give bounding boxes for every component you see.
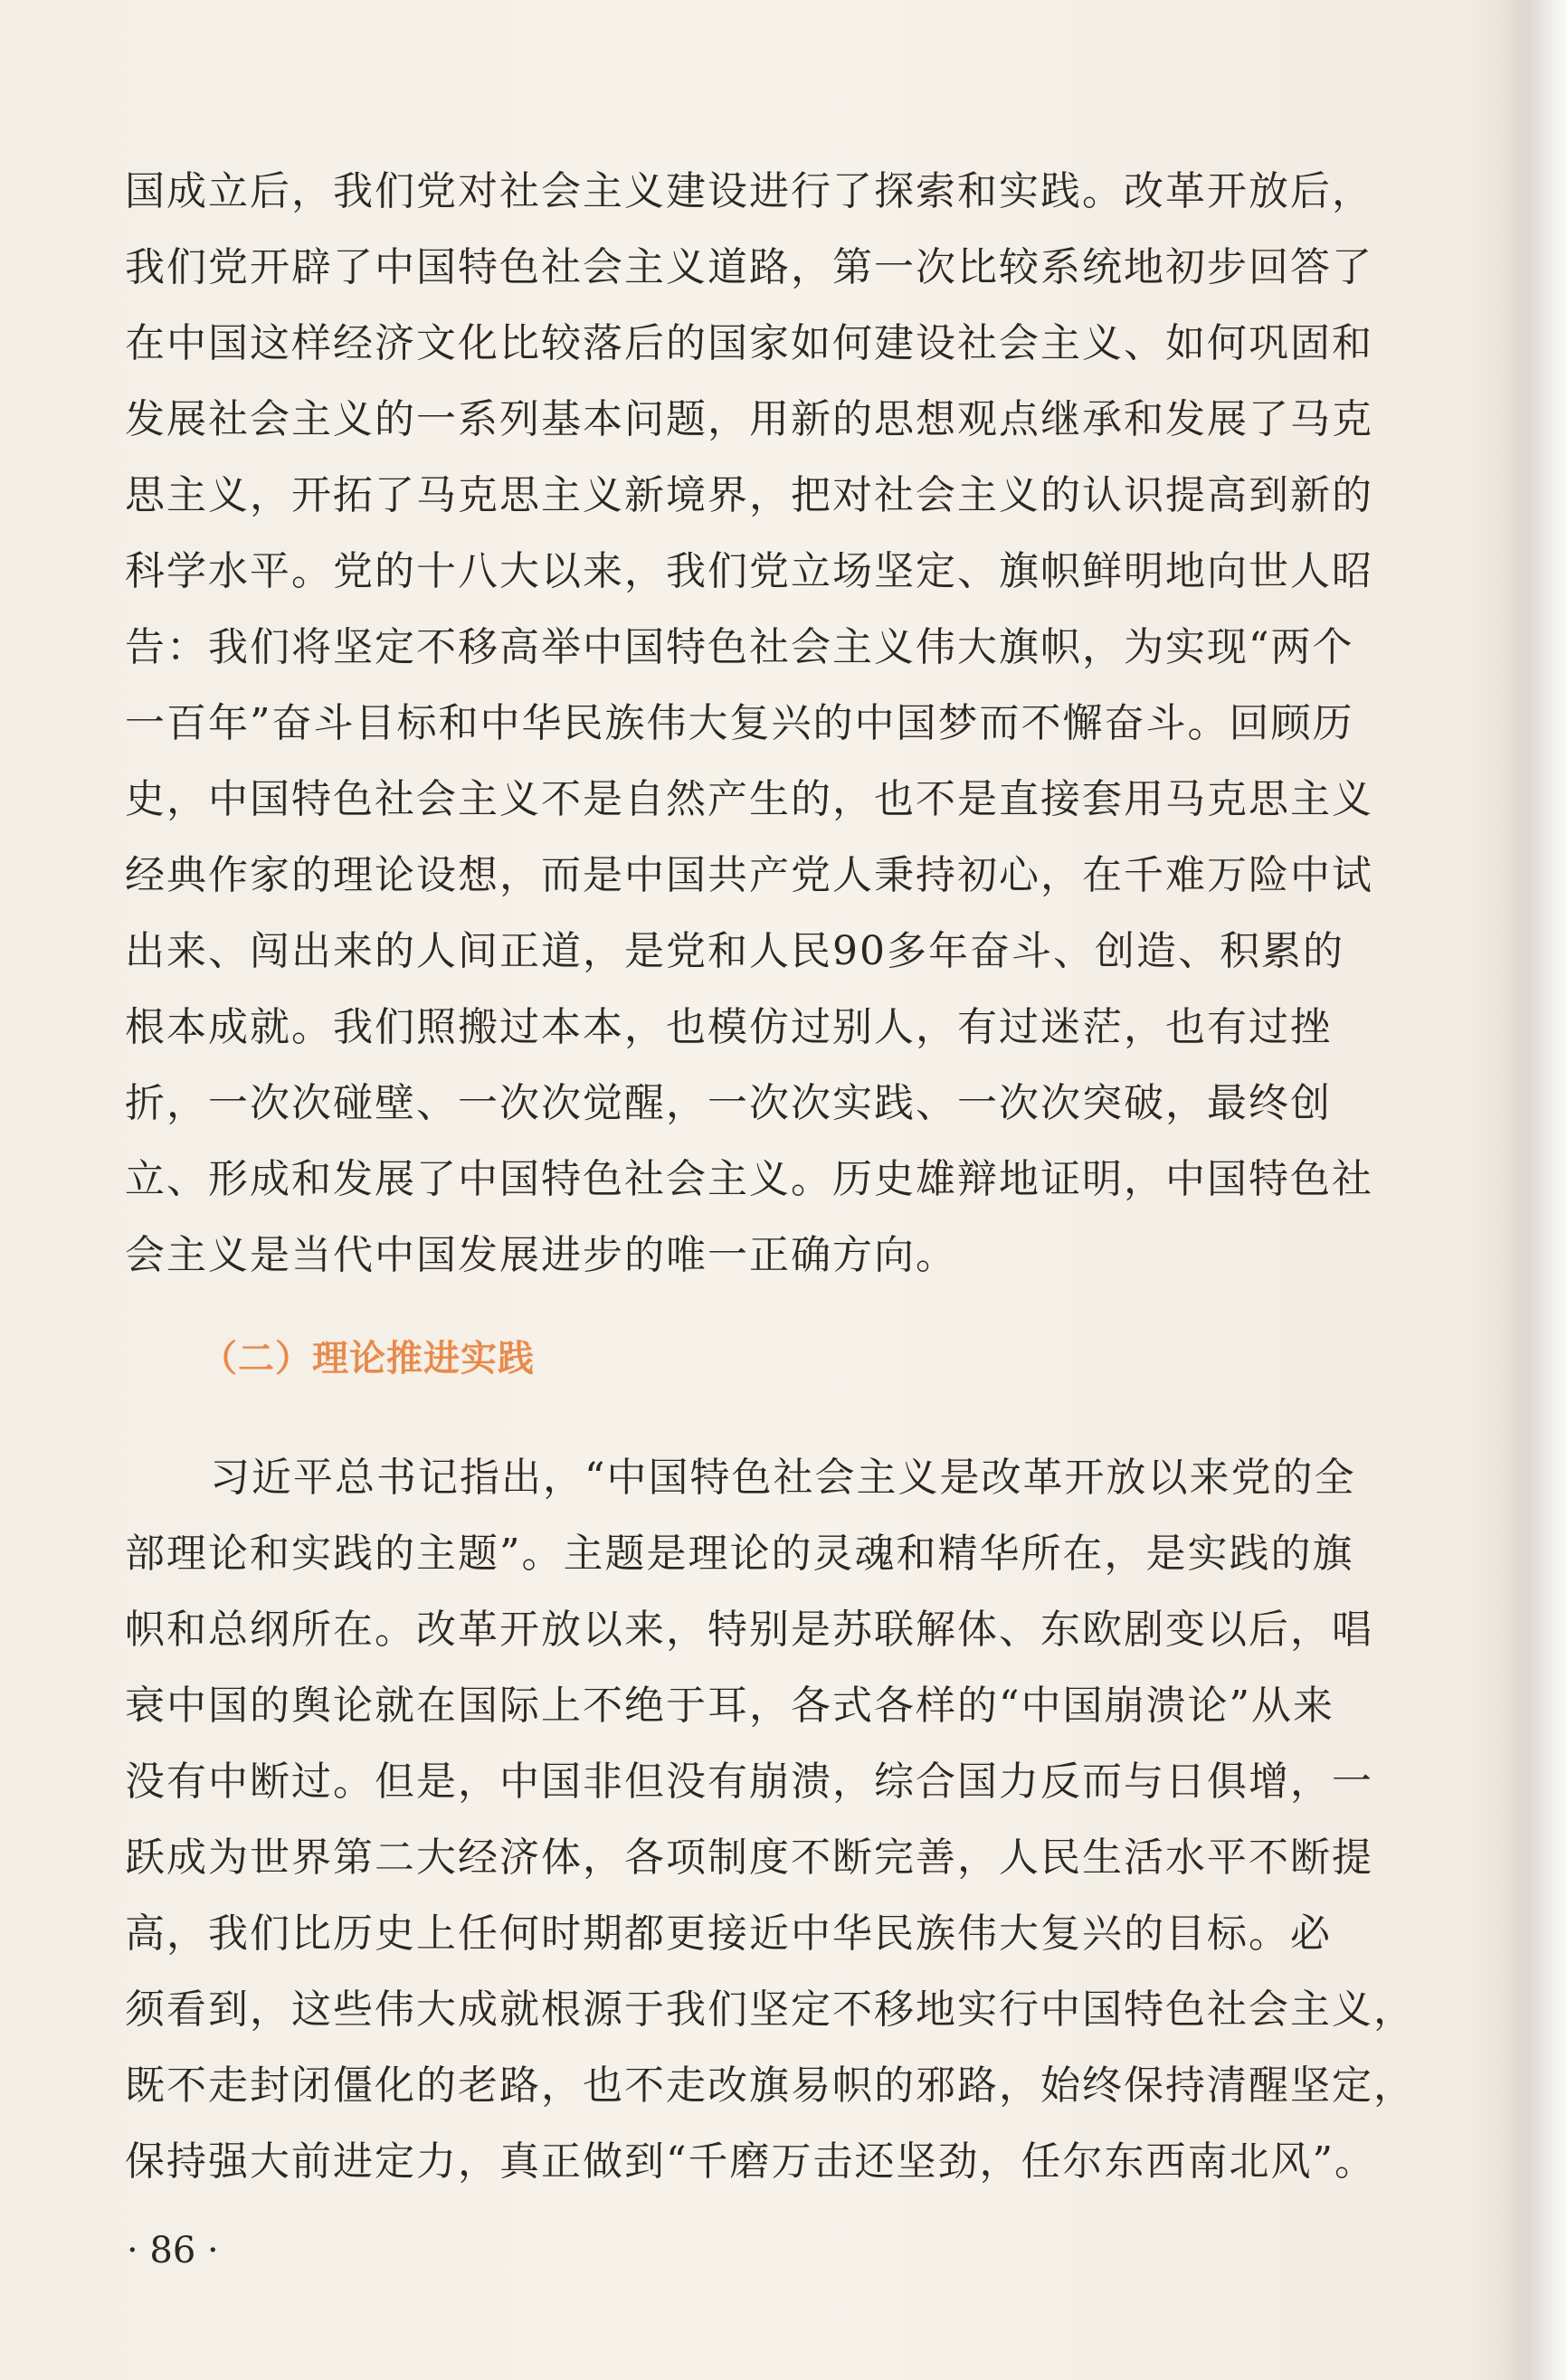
page-number: · 86 · [127, 2230, 219, 2271]
text-line: 部理论和实践的主题”。主题是理论的灵魂和精华所在，是实践的旗 [125, 1531, 1354, 1577]
text-line: 高，我们比历史上任何时期都更接近中华民族伟大复兴的目标。必 [125, 1911, 1332, 1957]
text-line: 一百年”奋斗目标和中华民族伟大复兴的中国梦而不懈奋斗。回顾历 [125, 700, 1354, 746]
text-line: 跃成为世界第二大经济体，各项制度不断完善，人民生活水平不断提 [125, 1835, 1373, 1881]
text-line: 发展社会主义的一系列基本问题，用新的思想观点继承和发展了马克 [125, 396, 1373, 442]
text-line: 经典作家的理论设想，而是中国共产党人秉持初心，在千难万险中试 [125, 852, 1373, 898]
text-line: 告：我们将坚定不移高举中国特色社会主义伟大旗帜，为实现“两个 [125, 624, 1354, 670]
text-line: 思主义，开拓了马克思主义新境界，把对社会主义的认识提高到新的 [125, 472, 1373, 518]
text-line: 国成立后，我们党对社会主义建设进行了探索和实践。改革开放后， [125, 168, 1373, 214]
paragraph-2 [125, 1440, 1455, 2200]
paragraph-1 [125, 154, 1455, 1294]
text-line: 立、形成和发展了中国特色社会主义。历史雄辩地证明，中国特色社 [125, 1156, 1373, 1202]
text-line: 我们党开辟了中国特色社会主义道路，第一次比较系统地初步回答了 [125, 244, 1373, 290]
text-line: 在中国这样经济文化比较落后的国家如何建设社会主义、如何巩固和 [125, 320, 1373, 366]
text-line: 习近平总书记指出，“中国特色社会主义是改革开放以来党的全 [210, 1455, 1356, 1501]
text-line: 没有中断过。但是，中国非但没有崩溃，综合国力反而与日俱增，一 [125, 1759, 1373, 1805]
text-line: 科学水平。党的十八大以来，我们党立场坚定、旗帜鲜明地向世人昭 [125, 548, 1373, 594]
text-line: 帜和总纲所在。改革开放以来，特别是苏联解体、东欧剧变以后，唱 [125, 1607, 1373, 1653]
text-line: 会主义是当代中国发展进步的唯一正确方向。 [125, 1232, 957, 1278]
text-line: 史，中国特色社会主义不是自然产生的，也不是直接套用马克思主义 [125, 776, 1373, 822]
page-edge-shadow [1504, 0, 1567, 2380]
text-line: 出来、闯出来的人间正道，是党和人民90多年奋斗、创造、积累的 [125, 928, 1344, 974]
section-heading: （二）理论推进实践 [201, 1338, 535, 1380]
text-line: 衰中国的舆论就在国际上不绝于耳，各式各样的“中国崩溃论”从来 [125, 1683, 1334, 1729]
text-line: 须看到，这些伟大成就根源于我们坚定不移地实行中国特色社会主义， [125, 1986, 1415, 2033]
text-line: 折，一次次碰壁、一次次觉醒，一次次实践、一次次突破，最终创 [125, 1080, 1332, 1126]
text-line: 保持强大前进定力，真正做到“千磨万击还坚劲，任尔东西南北风”。 [125, 2138, 1376, 2185]
text-line: 根本成就。我们照搬过本本，也模仿过别人，有过迷茫，也有过挫 [125, 1004, 1332, 1050]
text-line: 既不走封闭僵化的老路，也不走改旗易帜的邪路，始终保持清醒坚定， [125, 2062, 1415, 2109]
